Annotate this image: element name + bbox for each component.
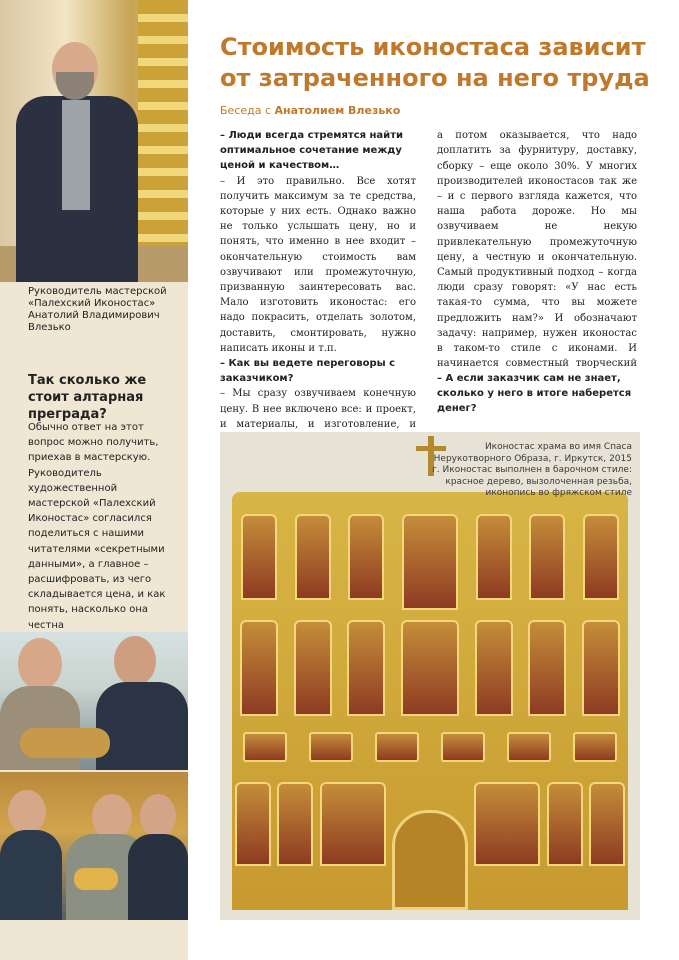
question-3: – А если заказчик сам не знает, сколько у него в итоге наберется денег? xyxy=(437,373,632,415)
answer-1: – И это правильно. Все хотят получить максимум за те средства, которые у них есть. Однако важно не только услышать цену, но и понять, что именно в нее входит – окончательную стоимость вам озвучивают или промежуточную, призванную заинтересовать вас. Мало изготовить иконостас: его надо покрасить, отделать золотом, доставить, смонтировать, нужно написать иконы и т.п. xyxy=(220,175,416,354)
person-face xyxy=(8,790,46,834)
icon-panel xyxy=(347,620,385,716)
icon-panel xyxy=(583,514,619,600)
workshop-photo-2 xyxy=(0,772,188,920)
sidebar-heading: Так сколько же стоит алтарная преграда? xyxy=(28,373,147,422)
article-title: Стоимость иконостаса зависит от затраченного на него труда xyxy=(220,33,650,92)
answer-2-continued xyxy=(437,128,637,371)
icon-panel xyxy=(240,620,278,716)
icon-panel xyxy=(573,732,617,762)
iconostasis-frame xyxy=(232,492,628,910)
gilded-carving xyxy=(74,868,118,890)
icon-panel xyxy=(309,732,353,762)
icon-panel xyxy=(348,514,384,600)
icon-panel xyxy=(475,620,513,716)
person-face xyxy=(18,638,62,690)
icon-panel xyxy=(441,732,485,762)
icon-panel xyxy=(294,620,332,716)
royal-doors xyxy=(392,810,468,910)
person-suit xyxy=(0,830,62,920)
portrait-caption: Руководитель мастерской «Палехский Иконостас» Анатолий Владимирович Влезько xyxy=(28,286,167,333)
interviewee-name: Анатолием Влезько xyxy=(274,104,401,117)
icon-panel xyxy=(320,782,386,866)
icon-panel xyxy=(529,514,565,600)
gilded-column xyxy=(138,0,188,282)
answer-2: – Мы сразу озвучиваем конечную цену. В нее включено все: и проект, и материалы, и изготовление, и xyxy=(220,388,416,430)
person-face xyxy=(114,636,156,686)
person-suit xyxy=(96,682,188,770)
icon-panel xyxy=(528,620,566,716)
icon-panel xyxy=(401,620,459,716)
icon-panel xyxy=(241,514,277,600)
workshop-photo-1 xyxy=(0,632,188,770)
subtitle-prefix: Беседа с xyxy=(220,104,275,117)
icon-panel xyxy=(507,732,551,762)
question-2: – Как вы ведете переговоры с заказчиком? xyxy=(220,358,396,385)
photo-caption: Иконостас храма во имя Спаса Нерукотворного Образа, г. Иркутск, 2015 г. Иконостас выполнен в барочном стиле: красное дерево, вызолоченная резьба, иконопись во фряжском стиле xyxy=(432,442,632,498)
iconostasis-photo xyxy=(220,432,640,920)
person-shirt xyxy=(62,100,90,210)
icon-panel xyxy=(402,514,458,610)
article-subtitle xyxy=(220,104,400,117)
tier-middle xyxy=(232,620,628,716)
article-column-1 xyxy=(220,128,416,477)
person-face xyxy=(140,794,176,838)
icon-panel xyxy=(476,514,512,600)
icon-panel xyxy=(235,782,271,866)
icon-panel xyxy=(295,514,331,600)
tier-upper xyxy=(232,514,628,610)
person-suit xyxy=(128,834,188,920)
question-1: – Люди всегда стремятся найти оптимальное сочетание между ценой и качеством… xyxy=(220,130,403,172)
tier-feast xyxy=(232,732,628,762)
answer-2-text: а потом оказывается, что надо доплатить за фурнитуру, доставку, сборку – еще около 30%. У многих производителей иконостасов так же – и с первого взгляда кажется, что наша работа дороже. Но мы озвучиваем не некую привлекательную промежуточную цену, а честную и окончательную. Самый продуктивный подход – когда люди сразу говорят: «У нас есть такая-то сумма, что вы можете предложить нам?» И обозначают задачу: например, нужен иконостас в таком-то стиле с иконами. И начинается совместный творческий xyxy=(437,130,637,370)
icon-panel xyxy=(277,782,313,866)
icon-panel xyxy=(474,782,540,866)
article-column-2 xyxy=(437,128,637,417)
sidebar-text: Обычно ответ на этот вопрос можно получить, приехав в мастерскую. Руководитель художественной мастерской «Палехский Иконостас» согласился поделиться с нашими читателями «секретными данными», а главное – расшифровать, из чего складывается цена, и как понять, насколько она честна xyxy=(28,422,166,631)
icon-panel xyxy=(589,782,625,866)
icon-panel xyxy=(582,620,620,716)
icon-panel xyxy=(547,782,583,866)
icon-panel xyxy=(375,732,419,762)
icon-panel xyxy=(243,732,287,762)
portrait-photo xyxy=(0,0,188,282)
carved-wood xyxy=(20,728,110,758)
